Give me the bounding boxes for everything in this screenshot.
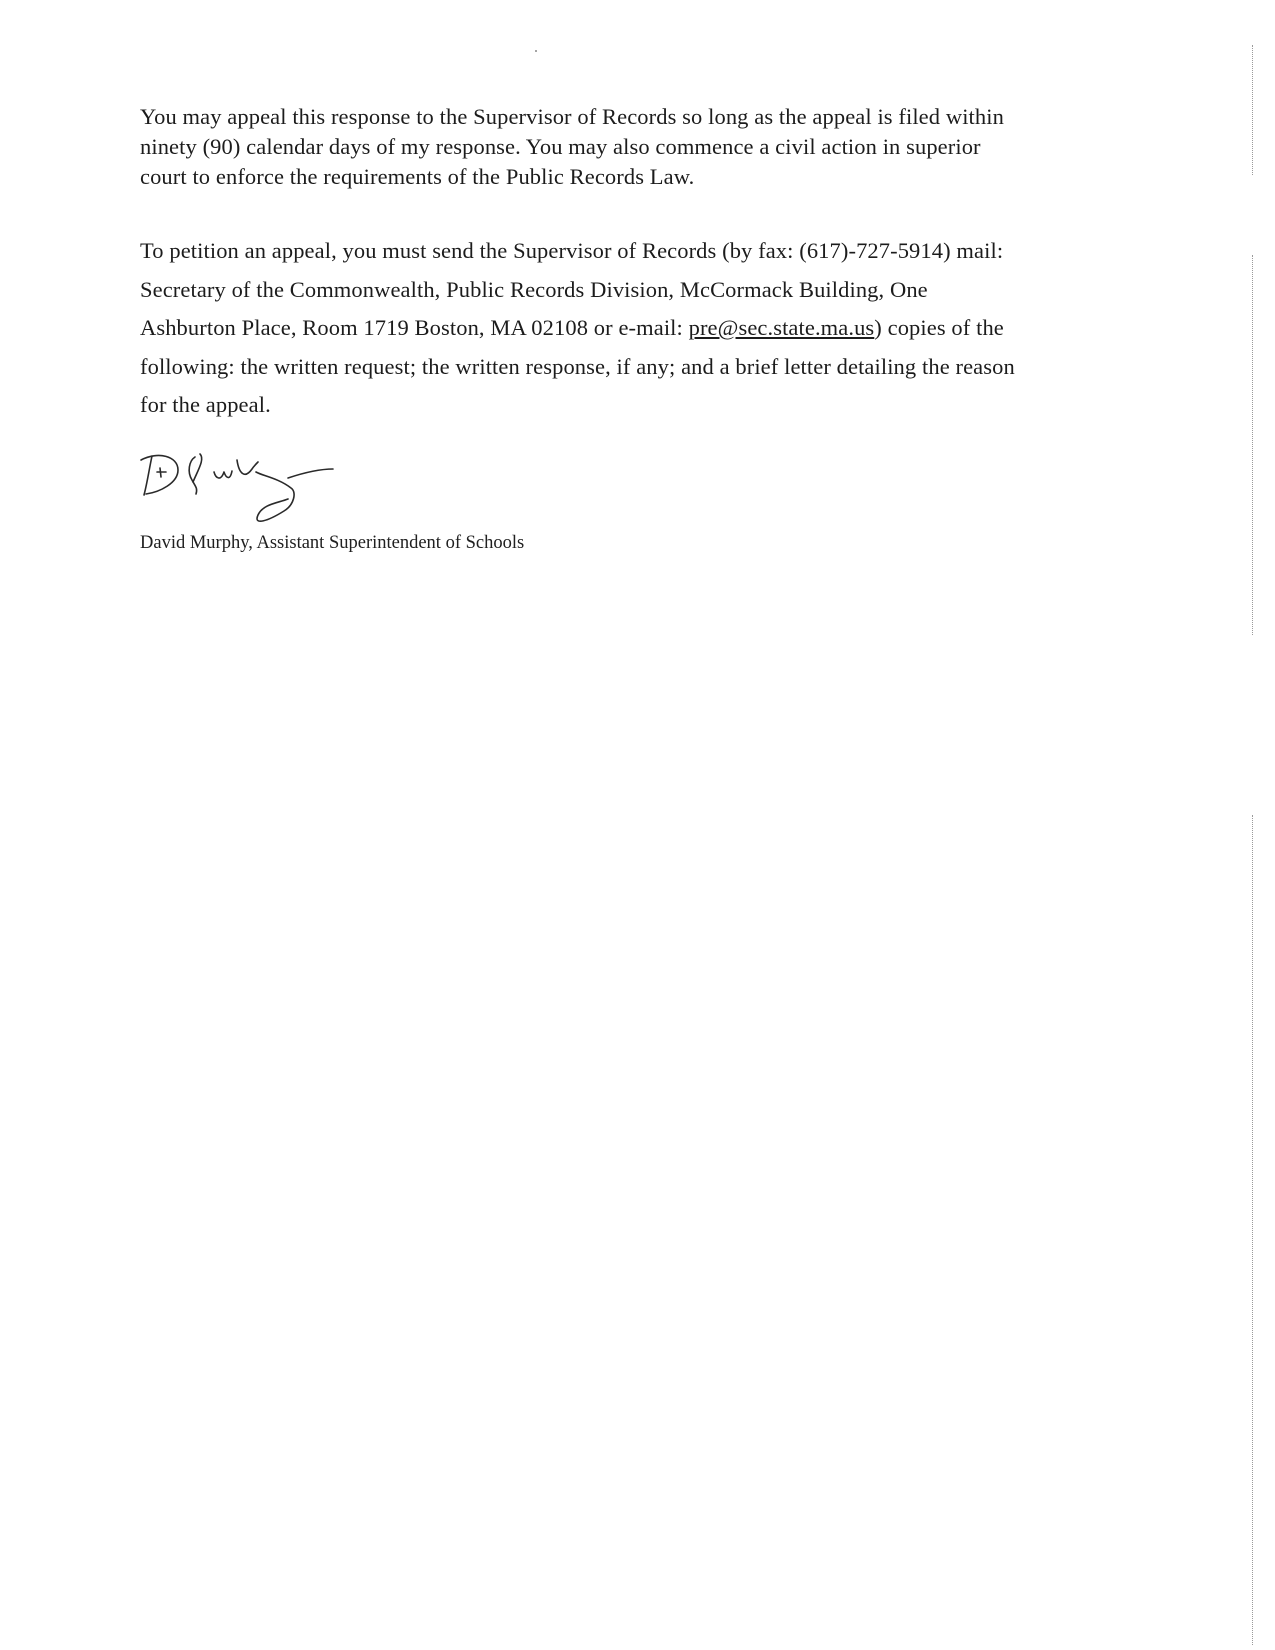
appeal-notice-paragraph [140, 102, 1100, 192]
paragraph-line [140, 309, 1100, 348]
paragraph-line: court to enforce the requirements of the Public Records Law. [140, 164, 695, 189]
paragraph-line: ninety (90) calendar days of my response. You may also commence a civil action in superior [140, 134, 981, 159]
appeal-instructions-paragraph [140, 232, 1100, 425]
handwritten-signature [138, 448, 348, 543]
paragraph-line: following: the written request; the written response, if any; and a brief letter detailing the reason [140, 353, 1015, 379]
paragraph-line: To petition an appeal, you must send the Supervisor of Records (by fax: (617)-727-5914) mail: [140, 238, 1004, 263]
paragraph-line: You may appeal this response to the Supervisor of Records so long as the appeal is filed within [140, 104, 1004, 129]
scan-speck [535, 50, 537, 52]
line-text: Ashburton Place, Room 1719 Boston, MA 02108 or e-mail: [140, 315, 689, 340]
email-link[interactable]: pre@sec.state.ma.us [688, 315, 875, 340]
paragraph-line: for the appeal. [140, 392, 271, 417]
paragraph-line: Secretary of the Commonwealth, Public Records Division, McCormack Building, One [140, 276, 928, 302]
signatory-name-title: David Murphy, Assistant Superintendent of Schools [140, 533, 525, 553]
scan-edge-mark [1252, 255, 1253, 635]
line-text: ) copies of the [874, 315, 1004, 340]
scan-edge-mark [1252, 815, 1253, 1645]
scan-edge-mark [1252, 45, 1253, 175]
